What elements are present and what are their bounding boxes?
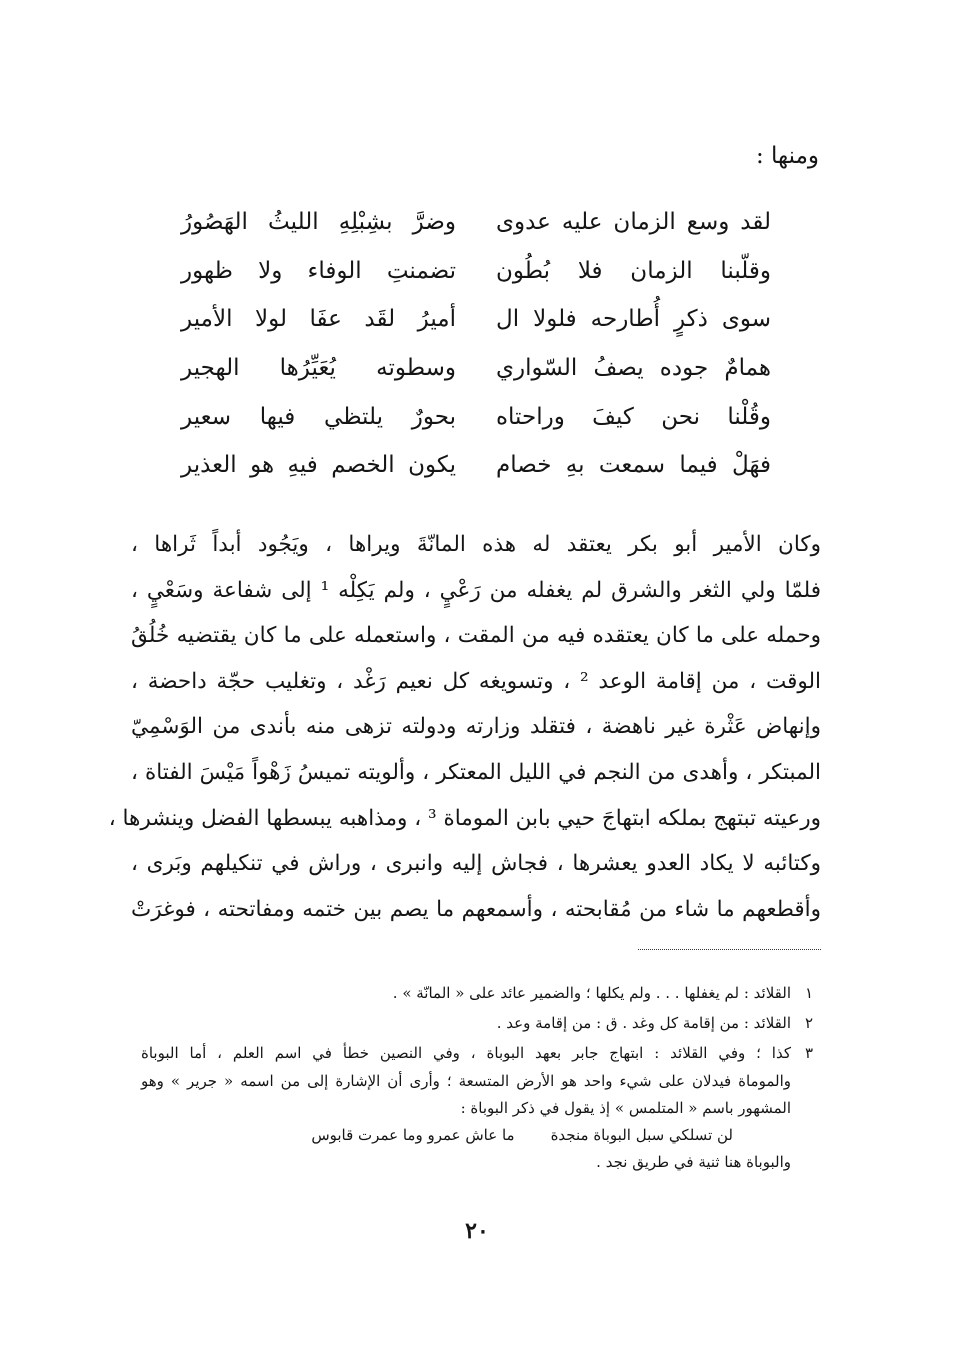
footnotes (141, 978, 813, 1176)
verse-4 (181, 344, 771, 393)
verse-6-first-hemistich: فهَلْ فيما سمعت بهِ خصام (496, 452, 771, 479)
prose-paragraph (108, 522, 821, 932)
footnote-3-verse (141, 1122, 813, 1149)
footnote-1 (141, 978, 813, 1008)
footnote-3-text: كذا ؛ وفي القلائد : ابتهاج جابر بعهد البوباة ، وفي النصين خطأ في اسم العلم ، أما البوباة (141, 1044, 791, 1062)
footnote-1-text: القلائد : لم يغفلها . . . ولم يكلها ؛ والضمير عائد على « المانّة » . (392, 984, 791, 1002)
verse-4-second-hemistich: وسطوته يُعَيِّرُها الهجير (181, 355, 456, 382)
prose-line-7: ورعيته تبتهج بملكه ابتهاجَ حيي بابن الموماة ³ ، ومذاهبه يبسطها الفضل وينشرها ، (108, 805, 821, 831)
prose-line-5: وإنهاض عَثْرة غير ناهضة ، فتقلد وزارته ودولته تزهى منه بأندى من الوَسْمِيّ (131, 714, 821, 740)
footnote-2-number: ٢ (804, 1014, 813, 1032)
verse-3-first-hemistich: سوى ذكرٍ أُطارحه فلولا ال (496, 306, 771, 333)
footnote-3-continuation-2: المشهور باسم « المتلمس » إذ يقول في ذكر البوباة : (460, 1099, 791, 1117)
verse-3 (181, 295, 771, 344)
prose-line-6: المبتكر ، وأهدى من النجم في الليل المعتكر ، وألويته تميسُ زَهْواً مَيْسَ الفتاة ، (131, 759, 821, 785)
footnote-3-verse-first: لن تسلكي سبل البوباة منجدة (550, 1126, 733, 1144)
footnote-2-text: القلائد : من إقامة كل وغد . ق : من إقامة وعد . (496, 1014, 791, 1032)
intro-line: ومنها : (755, 143, 819, 169)
verse-5 (181, 392, 771, 441)
poem (181, 198, 771, 490)
verse-1 (181, 198, 771, 247)
prose-line-2: فلمّا ولي الثغر والشرق لم يغفله من رَعْيٍ ، ولم يَكِلْه ¹ إلى شفاعة وسَعْيٍ ، (131, 577, 821, 603)
page-number: ٢٠ (465, 1218, 489, 1244)
footnote-3-continuation-1: والموماة فيدلان على شيء واحد هو الأرض المتسعة ؛ وأرى أن الإشارة إلى من اسمه « جرير » وهو (141, 1072, 791, 1090)
verse-2-first-hemistich: وقلّبنا الزمان فلا بُطُون (496, 257, 771, 284)
prose-line-9: وأقطعهم ما شاء من مُقابحته ، وأسمعهم ما يصم بين ختمه ومفاتحته ، فوغرَتْ (131, 896, 821, 922)
verse-4-first-hemistich: همامٌ جوده يصفُ السّواري (496, 355, 771, 382)
footnote-2 (141, 1008, 813, 1038)
verse-6-second-hemistich: يكون الخصم فيهِ هو العذير (181, 452, 456, 479)
verse-1-first-hemistich: لقد وسع الزمان عليه عدوى (496, 209, 771, 236)
verse-2-second-hemistich: تضمنتِ الوفاء ولا ظهور (181, 257, 456, 284)
verse-1-second-hemistich: وضرَّ بشِبْلِهِ الليثُ الهَصُورُ (181, 209, 456, 236)
footnote-3 (141, 1038, 813, 1068)
prose-line-8: وكتائبه لا يكاد العدو يعشرها ، فجاش إليه وانبرى ، وراش في تنكيلهم وبَرى ، (131, 851, 821, 877)
footnote-3-end: والبوباة هنا ثنية في طريق نجد . (596, 1153, 791, 1171)
footnote-1-number: ١ (804, 984, 813, 1002)
prose-line-4: الوقت ، من إقامة الوعد ² ، وتسويغه كل نعيم رَغْد ، وتغليب حجّة داحضة ، (131, 668, 821, 694)
verse-5-first-hemistich: وقُلْنا نحن كيفَ وراحتاه (496, 403, 771, 430)
verse-2 (181, 247, 771, 296)
footnote-3-number: ٣ (804, 1044, 813, 1062)
prose-line-3: وحمله على ما كان يعتقده فيه من المقت ، واستعمله على ما كان يقتضيه خُلُقُ (131, 623, 821, 649)
verse-5-second-hemistich: بحورٌ يلتظي فيها سعير (181, 403, 456, 430)
prose-line-1: وكان الأمير أبو بكر يعتقد له هذه المانّةَ ويراها ، ويَجُود أبداً ثَراها ، (131, 532, 821, 557)
footnote-3-verse-second: ما عاش عمرو وما عمرت قابوس (311, 1126, 515, 1144)
verse-3-second-hemistich: أميرُ لقَد عفَا لولا الأمير (181, 306, 456, 333)
verse-6 (181, 441, 771, 490)
footnote-separator (638, 949, 821, 950)
